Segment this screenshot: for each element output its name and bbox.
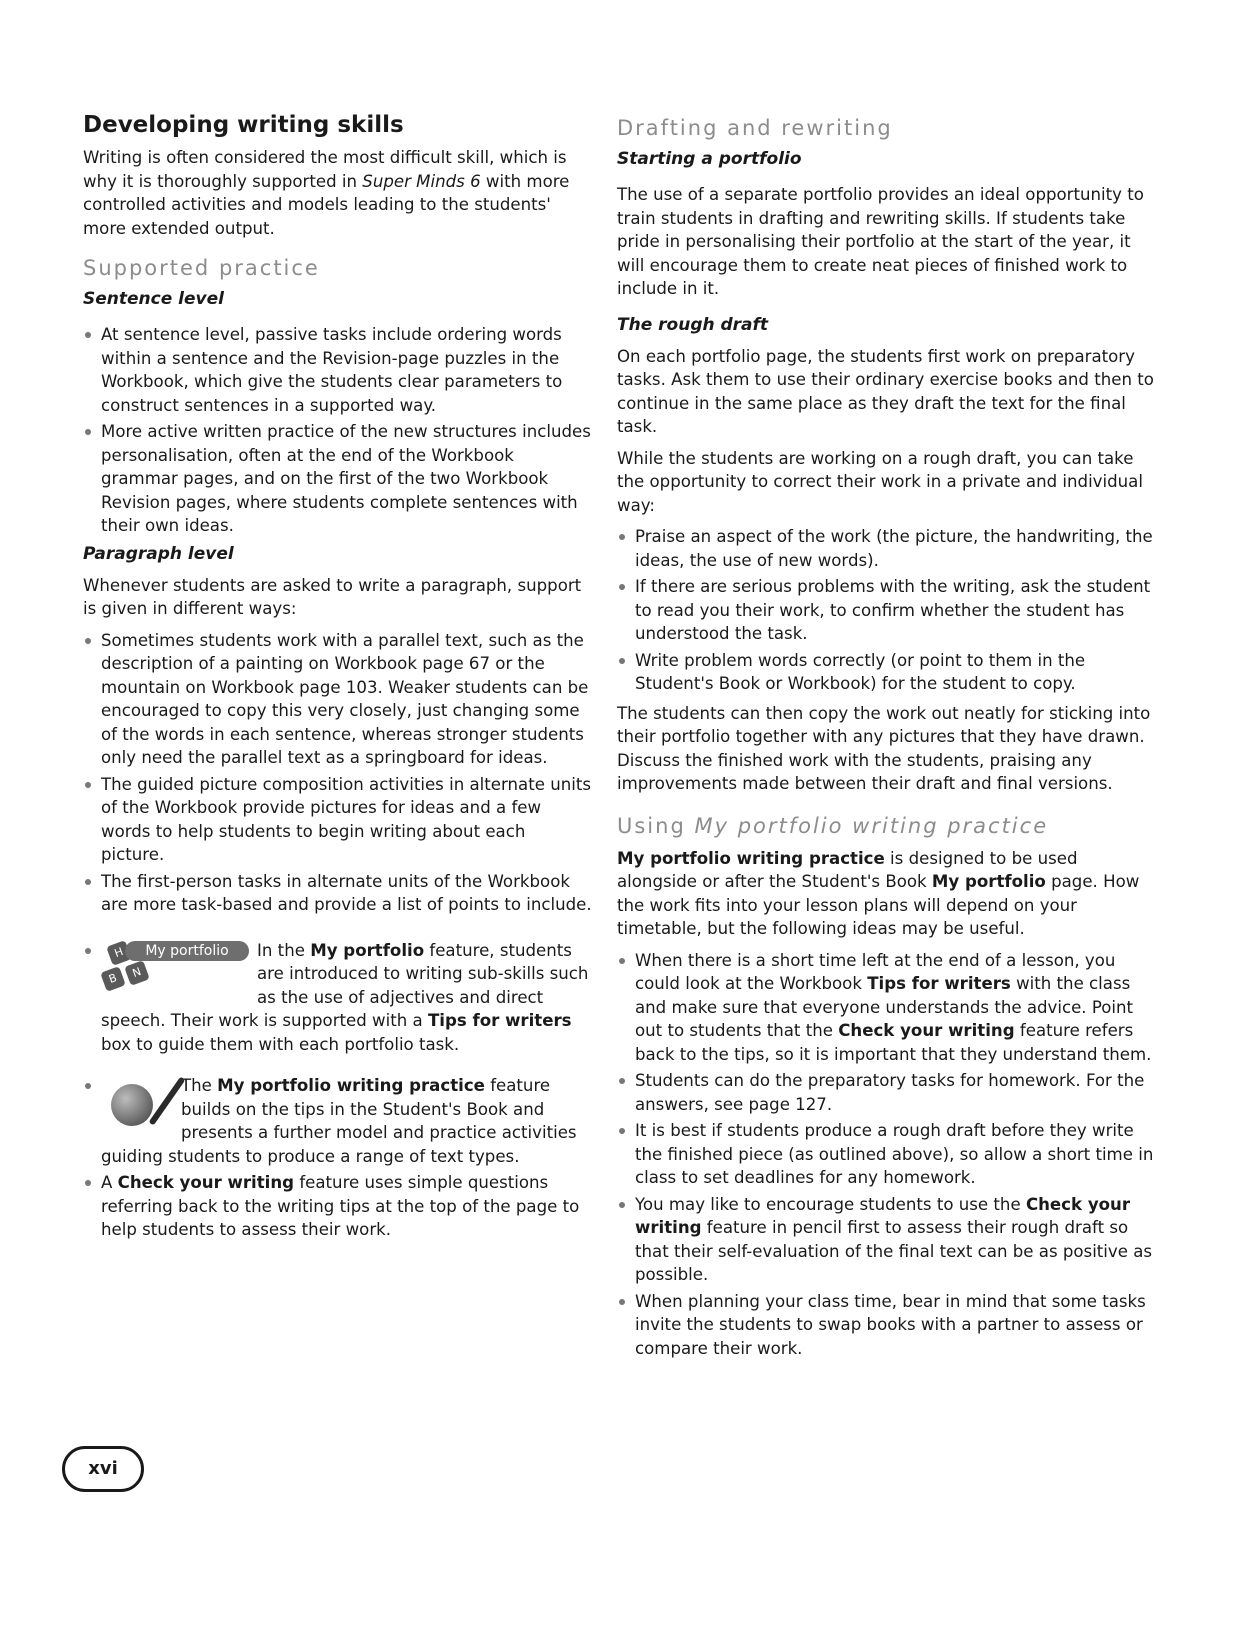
starting-portfolio-heading: Starting a portfolio	[617, 149, 802, 169]
my-portfolio-feature: H B N My portfolio In the My portfolio feature, students are introduced to writing sub-skills such as the use of adjectives and direct speech. Their work is supported with a Tips for writers box to guide them with each portfolio task.	[83, 939, 593, 1057]
rough-draft-list	[617, 525, 1157, 696]
rough-draft-paragraph-2: While the students are working on a rough draft, you can take the opportunity to correct their work in a private and individual way:	[617, 448, 1143, 515]
my-portfolio-badge-label: My portfolio	[125, 941, 249, 961]
sentence-list	[83, 323, 593, 538]
my-portfolio-badge-icon: H B N My portfolio	[101, 939, 251, 1001]
pencil-icon	[101, 1074, 177, 1140]
list-item: Praise an aspect of the work (the picture, the handwriting, the ideas, the use of new words).	[617, 525, 1157, 572]
list-item: At sentence level, passive tasks include ordering words within a sentence and the Revision-page puzzles in the Workbook, which give the students clear parameters to construct sentences in a supported way.	[83, 323, 593, 417]
list-item: It is best if students produce a rough draft before they write the finished piece (as outlined above), so allow a short time in class to set deadlines for any homework.	[617, 1119, 1157, 1190]
list-item: The first-person tasks in alternate units of the Workbook are more task-based and provide a list of points to include.	[83, 870, 593, 917]
list-item: More active written practice of the new structures includes personalisation, often at the end of the Workbook grammar pages, and on the first of the two Workbook Revision pages, where students complete sentences with their own ideas.	[83, 420, 593, 538]
list-item: Write problem words correctly (or point to them in the Student's Book or Workbook) for the student to copy.	[617, 649, 1157, 696]
list-item: You may like to encourage students to use the Check your writing feature in pencil first to assess their rough draft so that their self-evaluation of the final text can be as positive as possible.	[617, 1193, 1157, 1287]
drafting-heading: Drafting and rewriting	[617, 116, 893, 140]
using-intro-paragraph: My portfolio writing practice is designed to be used alongside or after the Student's Book My portfolio page. How the work fits into your lesson plans will depend on your timetable, but the following ideas may be useful.	[617, 848, 1140, 938]
paragraph-level-heading: Paragraph level	[83, 543, 234, 564]
section-title: Developing writing skills	[83, 112, 404, 138]
paragraph-list	[83, 629, 593, 917]
check-your-writing-item: A Check your writing feature uses simple questions referring back to the writing tips at the top of the page to help students to assess their work.	[83, 1171, 593, 1242]
using-list	[617, 949, 1157, 1361]
supported-practice-heading: Supported practice	[83, 256, 320, 280]
list-item: When there is a short time left at the end of a lesson, you could look at the Workbook Tips for writers with the class and make sure that everyone understands the advice. Point out to students that the Check your writing feature refers back to the tips, so it is important that they understand them.	[617, 949, 1157, 1067]
list-item: Sometimes students work with a parallel text, such as the description of a painting on Workbook page 67 or the mountain on Workbook page 103. Weaker students can be encouraged to copy this very closely, just changing some of the words in each sentence, whereas stronger students only need the parallel text as a springboard for ideas.	[83, 629, 593, 770]
rough-draft-paragraph-3: The students can then copy the work out neatly for sticking into their portfolio together with any pictures that they have drawn. Discuss the finished work with the students, praising any improvements made between their draft and final versions.	[617, 703, 1151, 793]
page-number: xvi	[62, 1446, 144, 1492]
list-item: Students can do the preparatory tasks for homework. For the answers, see page 127.	[617, 1069, 1157, 1116]
using-practice-heading: Using My portfolio writing practice	[617, 813, 1049, 838]
paragraph-intro: Whenever students are asked to write a paragraph, support is given in different ways:	[83, 575, 582, 618]
starting-paragraph: The use of a separate portfolio provides an ideal opportunity to train students in drafting and rewriting skills. If students take pride in personalising their portfolio at the start of the year, it will encourage them to create neat pieces of finished work to include in it.	[617, 185, 1144, 298]
rough-draft-heading: The rough draft	[617, 314, 769, 335]
list-item: The guided picture composition activities in alternate units of the Workbook provide pictures for ideas and a few words to help students to begin writing about each picture.	[83, 773, 593, 867]
writing-practice-feature: The My portfolio writing practice feature builds on the tips in the Student's Book and presents a further model and practice activities guiding students to produce a range of text types.	[83, 1074, 593, 1168]
intro-paragraph: Writing is often considered the most difficult skill, which is why it is thoroughly supported in Super Minds 6 with more controlled activities and models leading to the students' more extended output.	[83, 148, 570, 238]
left-column	[83, 112, 593, 1248]
list-item: When planning your class time, bear in mind that some tasks invite the students to swap books with a partner to assess or compare their work.	[617, 1290, 1157, 1361]
sentence-level-heading: Sentence level	[83, 289, 224, 309]
right-column	[617, 112, 1157, 1366]
feature-list	[83, 939, 593, 1242]
rough-draft-paragraph-1: On each portfolio page, the students first work on preparatory tasks. Ask them to use their ordinary exercise books and then to continue in the same place as they draft the text for the final task.	[617, 346, 1154, 436]
list-item: If there are serious problems with the writing, ask the student to read you their work, to confirm whether the student has understood the task.	[617, 575, 1157, 646]
